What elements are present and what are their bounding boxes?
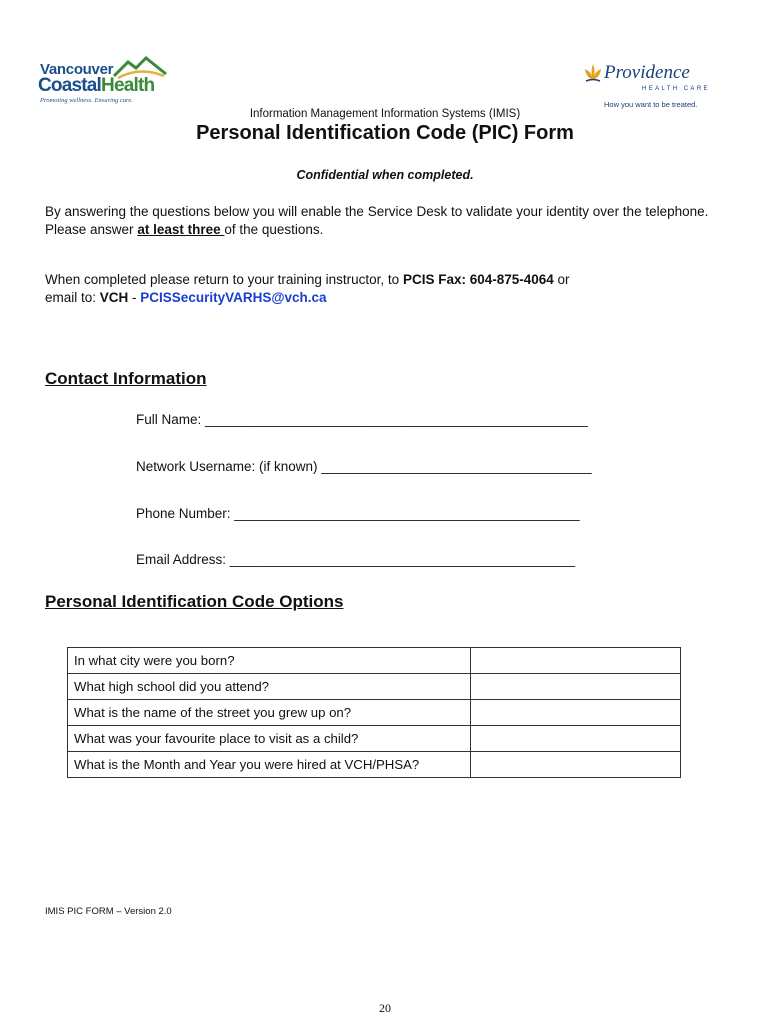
dash: - (128, 290, 141, 305)
providence-subtitle: HEALTH CARE (642, 86, 710, 92)
intro-text-end: of the questions. (224, 222, 324, 237)
email-address-field[interactable]: Email Address: ______________________________________________ (136, 552, 576, 567)
answer-cell[interactable] (471, 752, 681, 778)
vch-logo-line2 (38, 75, 154, 97)
contact-heading: Contact Information (45, 369, 207, 388)
page-number: 20 (379, 1001, 391, 1015)
vch-logo-tagline: Promoting wellness. Ensuring care. (40, 97, 133, 104)
email-prefix: email to: (45, 290, 100, 305)
confidential-notice: Confidential when completed. (296, 168, 474, 182)
flower-icon (582, 60, 604, 86)
providence-tagline: How you want to be treated. (604, 100, 698, 109)
intro-text: By answering the questions below you will enable the Service Desk to validate your identity over the telephone. Please answer (45, 204, 709, 237)
providence-wordmark: Providence (604, 62, 690, 83)
vch-logo (38, 54, 168, 106)
vch-logo-line1: Vancouver (40, 61, 114, 78)
providence-logo (582, 58, 712, 110)
return-instructions (45, 271, 735, 307)
table-row (68, 648, 681, 674)
question-cell: What was your favourite place to visit as a child? (68, 726, 471, 752)
table-row (68, 752, 681, 778)
phone-number-field[interactable]: Phone Number: ______________________________________________ (136, 506, 580, 521)
form-subtitle: Information Management Information Systems (IMIS) (249, 108, 521, 120)
table-row (68, 674, 681, 700)
intro-emphasis: at least three (137, 222, 225, 237)
network-username-field[interactable]: Network Username: (if known) ____________________________________ (136, 459, 592, 474)
table-row (68, 700, 681, 726)
pic-options-table (67, 647, 681, 778)
fax-number: PCIS Fax: 604-875-4064 (402, 272, 554, 287)
answer-cell[interactable] (471, 726, 681, 752)
vch-logo-health: Health (101, 75, 155, 96)
intro-paragraph (45, 203, 735, 239)
table-row (68, 726, 681, 752)
pic-heading: Personal Identification Code Options (45, 592, 344, 611)
return-text-or: or (553, 272, 570, 287)
form-title: Personal Identification Code (PIC) Form (196, 122, 574, 144)
question-cell: What is the Month and Year you were hired at VCH/PHSA? (68, 752, 471, 778)
email-link[interactable]: PCISSecurityVARHS@vch.ca (140, 290, 327, 305)
vch-logo-coastal: Coastal (38, 75, 102, 96)
return-text: When completed please return to your training instructor, to (45, 272, 403, 287)
answer-cell[interactable] (471, 700, 681, 726)
full-name-field[interactable]: Full Name: ___________________________________________________ (136, 412, 588, 427)
form-version: IMIS PIC FORM – Version 2.0 (45, 906, 172, 917)
question-cell: What is the name of the street you grew up on? (68, 700, 471, 726)
answer-cell[interactable] (471, 674, 681, 700)
answer-cell[interactable] (471, 648, 681, 674)
question-cell: In what city were you born? (68, 648, 471, 674)
question-cell: What high school did you attend? (68, 674, 471, 700)
vch-label: VCH (99, 290, 129, 305)
